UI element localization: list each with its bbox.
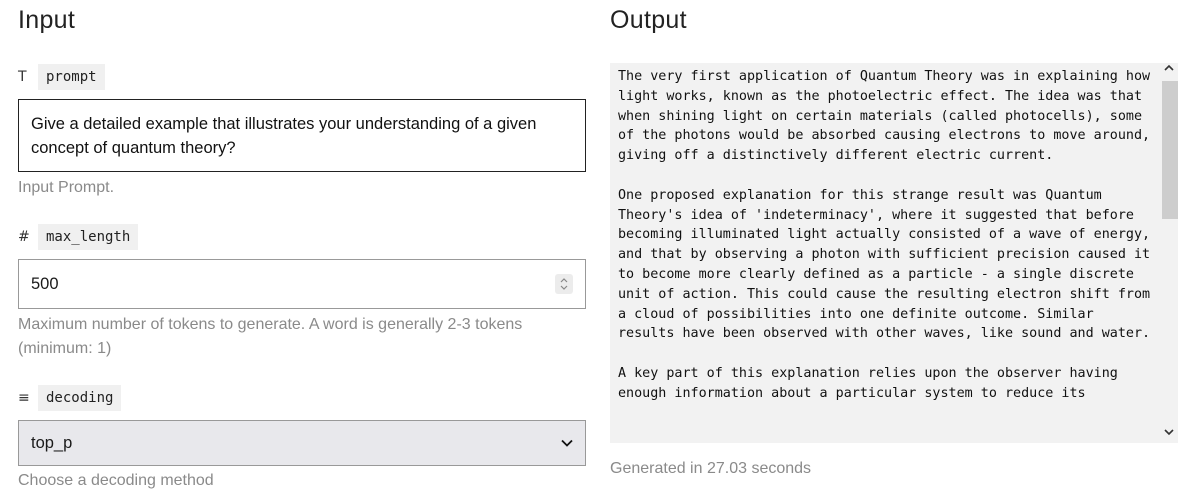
text-type-icon: T [18, 69, 27, 85]
input-title: Input [18, 6, 76, 34]
max-length-input[interactable] [18, 259, 586, 309]
prompt-label [18, 63, 105, 91]
decoding-help: Choose a decoding method [18, 472, 214, 489]
max-length-value: 500 [31, 274, 59, 293]
output-panel[interactable] [610, 63, 1178, 443]
generation-time: Generated in 27.03 seconds [610, 460, 812, 477]
output-scrollbar[interactable] [1160, 63, 1178, 443]
max-length-label [18, 223, 138, 251]
decoding-value: top_p [31, 433, 73, 452]
number-type-icon: # [18, 229, 30, 245]
scroll-up-icon[interactable] [1160, 63, 1178, 79]
decoding-label [18, 384, 121, 412]
decoding-name: decoding [38, 385, 121, 411]
prompt-help: Input Prompt. [18, 179, 115, 196]
output-text: The very first application of Quantum Theory was in explaining how light works, known as the photoelectric effect. The idea was that when shining light on certain materials (called photocells), some of the photons would be absorbed causing electrons to move around, giving off a distinctively different electric current. One proposed explanation for this strange result was Quantum Theory's idea of 'indeterminacy', where it suggested that before becoming illuminated light actually consisted of a wave of energy, and that by observing a photon with sufficient precision caused it to become more clearly defined as a particle - a single discrete unit of action. This could cause the resulting electron shift from a cloud of possibilities into one definite outcome. Similar results have been observed with other waves, like sound and water. A key part of this explanation relies upon the observer having enough information about a particular system to reduce its [618, 69, 1151, 401]
prompt-name: prompt [38, 64, 105, 90]
prompt-input[interactable]: Give a detailed example that illustrates your understanding of a given concept of quantum theory? [18, 99, 586, 172]
scroll-down-icon[interactable] [1160, 427, 1178, 443]
output-title: Output [610, 6, 687, 34]
max-length-name: max_length [38, 224, 138, 250]
number-stepper-icon[interactable] [555, 274, 573, 294]
scroll-thumb[interactable] [1162, 81, 1178, 219]
decoding-select[interactable] [18, 420, 586, 466]
chevron-down-icon [561, 435, 573, 451]
max-length-help: Maximum number of tokens to generate. A word is generally 2-3 tokens (minimum: 1) [18, 316, 523, 357]
list-type-icon: ≡ [18, 390, 30, 406]
